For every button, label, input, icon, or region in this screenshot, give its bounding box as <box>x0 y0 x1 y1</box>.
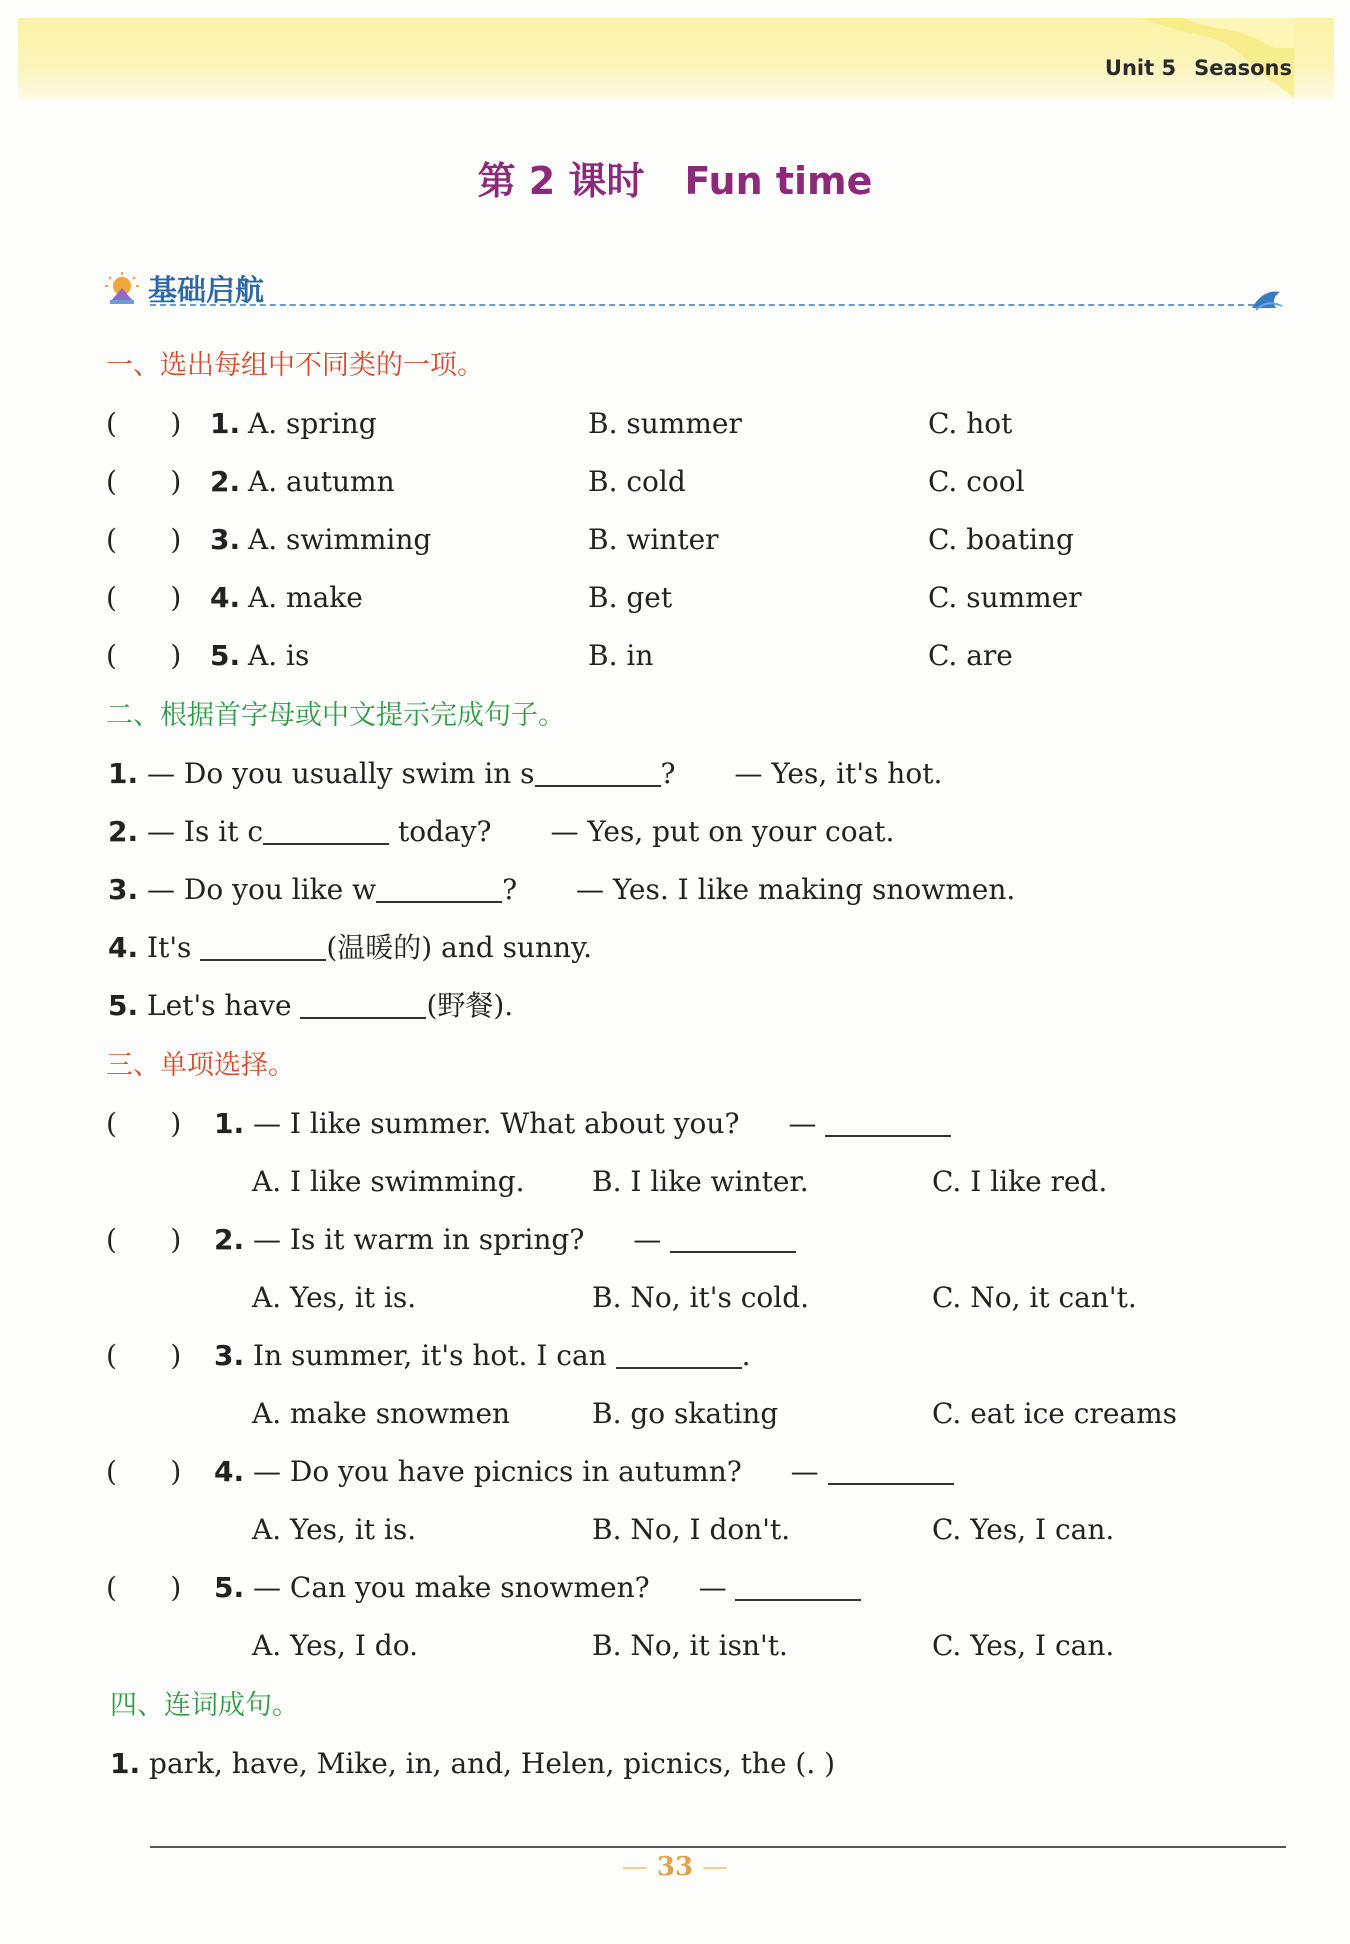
option-c: C. are <box>928 639 1013 672</box>
item-number: 4. <box>108 931 139 964</box>
option-b: B. cold <box>588 465 686 498</box>
option-c[interactable]: C. No, it can't. <box>932 1281 1137 1314</box>
option-c: C. hot <box>928 407 1013 440</box>
item-number: 2. <box>108 815 139 848</box>
fill-blank[interactable] <box>616 1337 742 1369</box>
option-c: C. cool <box>928 465 1025 498</box>
option-a: A. autumn <box>248 465 395 498</box>
item-number: 5. <box>214 1571 245 1604</box>
item-number: 1. <box>108 757 139 790</box>
page-number-value: 33 <box>656 1852 694 1882</box>
sentence-end: ? <box>660 757 676 790</box>
option-b: B. summer <box>588 407 742 440</box>
section-header <box>104 268 1284 308</box>
item-number: 5. <box>210 639 241 672</box>
answer-paren[interactable]: ( ) <box>106 1455 182 1488</box>
answer-paren[interactable]: ( ) <box>106 523 182 556</box>
fill-blank[interactable] <box>535 755 661 787</box>
lesson-number: 第 2 课时 <box>477 159 645 203</box>
unit-topic: Seasons <box>1194 56 1292 80</box>
wave-tail-icon <box>1250 286 1284 312</box>
option-b[interactable]: B. No, it's cold. <box>592 1281 810 1314</box>
option-c[interactable]: C. I like red. <box>932 1165 1108 1198</box>
option-a[interactable]: A. Yes, I do. <box>252 1629 418 1662</box>
sentence-start: It's <box>147 931 201 964</box>
sentence-start: — Do you usually swim in s <box>147 757 535 790</box>
part1-heading: 一、选出每组中不同类的一项。 <box>106 350 484 381</box>
page-number <box>0 1852 1350 1882</box>
fill-blank[interactable] <box>376 871 502 903</box>
unit-number: Unit 5 <box>1104 56 1177 80</box>
answer-paren[interactable]: ( ) <box>106 465 182 498</box>
sentence-start: — Do you like w <box>147 873 377 906</box>
part2-item <box>108 928 592 968</box>
item-number: 1. <box>110 1747 141 1780</box>
part4-item <box>110 1744 835 1784</box>
answer-paren[interactable]: ( ) <box>106 1107 182 1140</box>
item-number: 3. <box>108 873 139 906</box>
option-b[interactable]: B. No, I don't. <box>592 1513 791 1546</box>
option-b[interactable]: B. go skating <box>592 1397 779 1430</box>
sentence-end: (温暖的) and sunny. <box>326 931 593 964</box>
item-number: 2. <box>214 1223 245 1256</box>
reply-dash: — <box>633 1223 662 1256</box>
item-number: 4. <box>214 1455 245 1488</box>
item-number: 3. <box>210 523 241 556</box>
fill-blank[interactable] <box>670 1221 796 1253</box>
reply-dash: — <box>790 1455 819 1488</box>
question-body: In summer, it's hot. I can <box>253 1339 607 1372</box>
fill-blank[interactable] <box>735 1569 861 1601</box>
option-c[interactable]: C. Yes, I can. <box>932 1513 1115 1546</box>
part4-heading: 四、连词成句。 <box>110 1690 299 1721</box>
page-dash: — <box>621 1852 648 1882</box>
sentence-end: (野餐). <box>426 989 514 1022</box>
fill-blank[interactable] <box>200 929 326 961</box>
question-body: — I like summer. What about you? <box>253 1107 740 1140</box>
part2-item <box>108 986 513 1026</box>
sunrise-house-icon <box>104 272 140 304</box>
page-dash: — <box>702 1852 729 1882</box>
option-a[interactable]: A. make snowmen <box>252 1397 511 1430</box>
question-text <box>214 1104 951 1144</box>
option-b[interactable]: B. No, it isn't. <box>592 1629 788 1662</box>
item-number: 4. <box>210 581 241 614</box>
reply-dash: — <box>788 1107 817 1140</box>
answer-paren[interactable]: ( ) <box>106 639 182 672</box>
option-b: B. winter <box>588 523 719 556</box>
option-c: C. boating <box>928 523 1074 556</box>
option-a: A. swimming <box>248 523 432 556</box>
item-number: 1. <box>214 1107 245 1140</box>
fill-blank[interactable] <box>263 813 389 845</box>
question-body: — Can you make snowmen? <box>253 1571 650 1604</box>
question-text <box>214 1568 861 1608</box>
option-a[interactable]: A. Yes, it is. <box>252 1281 417 1314</box>
option-c: C. summer <box>928 581 1082 614</box>
option-c[interactable]: C. eat ice creams <box>932 1397 1177 1430</box>
dashed-divider <box>150 304 1254 306</box>
option-b[interactable]: B. I like winter. <box>592 1165 809 1198</box>
sentence-start: Let's have <box>147 989 301 1022</box>
answer-line[interactable] <box>150 1846 1286 1848</box>
part2-item <box>108 812 894 852</box>
fill-blank[interactable] <box>825 1105 951 1137</box>
part2-item <box>108 754 942 794</box>
option-a: A. is <box>248 639 310 672</box>
sentence-end: today? <box>389 815 492 848</box>
page-title <box>0 150 1350 205</box>
option-a: A. make <box>248 581 363 614</box>
question-text <box>214 1452 954 1492</box>
reply-dash: — <box>698 1571 727 1604</box>
section-label: 基础启航 <box>148 273 265 307</box>
question-body: — Do you have picnics in autumn? <box>253 1455 742 1488</box>
item-number: 1. <box>210 407 241 440</box>
item-number: 2. <box>210 465 241 498</box>
lesson-name: Fun time <box>684 159 873 203</box>
fill-blank[interactable] <box>828 1453 954 1485</box>
question-body: — Is it warm in spring? <box>253 1223 585 1256</box>
answer-paren[interactable]: ( ) <box>106 581 182 614</box>
reply-text: — Yes. I like making snowmen. <box>575 873 1016 906</box>
part3-heading: 三、单项选择。 <box>106 1050 295 1081</box>
answer-paren[interactable]: ( ) <box>106 1571 182 1604</box>
part2-heading: 二、根据首字母或中文提示完成句子。 <box>106 700 565 731</box>
item-number: 5. <box>108 989 139 1022</box>
answer-paren[interactable]: ( ) <box>106 1223 182 1256</box>
question-text <box>214 1220 796 1260</box>
option-a: A. spring <box>248 407 377 440</box>
reply-text: — Yes, it's hot. <box>734 757 943 790</box>
option-a[interactable]: A. Yes, it is. <box>252 1513 417 1546</box>
unit-label <box>1105 56 1292 80</box>
option-b: B. get <box>588 581 673 614</box>
sentence-start: — Is it c <box>147 815 264 848</box>
option-b: B. in <box>588 639 654 672</box>
reply-text: — Yes, put on your coat. <box>550 815 895 848</box>
option-c[interactable]: C. Yes, I can. <box>932 1629 1115 1662</box>
question-text: 3. In summer, it's hot. I can . <box>214 1339 751 1372</box>
item-number: 3. <box>214 1339 245 1372</box>
answer-paren[interactable]: ( ) <box>106 1339 182 1372</box>
part2-item <box>108 870 1015 910</box>
sentence-end: ? <box>502 873 518 906</box>
option-a[interactable]: A. I like swimming. <box>252 1165 525 1198</box>
fill-blank[interactable] <box>300 987 426 1019</box>
word-list: park, have, Mike, in, and, Helen, picnics, the (. ) <box>149 1747 836 1780</box>
answer-paren[interactable]: ( ) <box>106 407 182 440</box>
